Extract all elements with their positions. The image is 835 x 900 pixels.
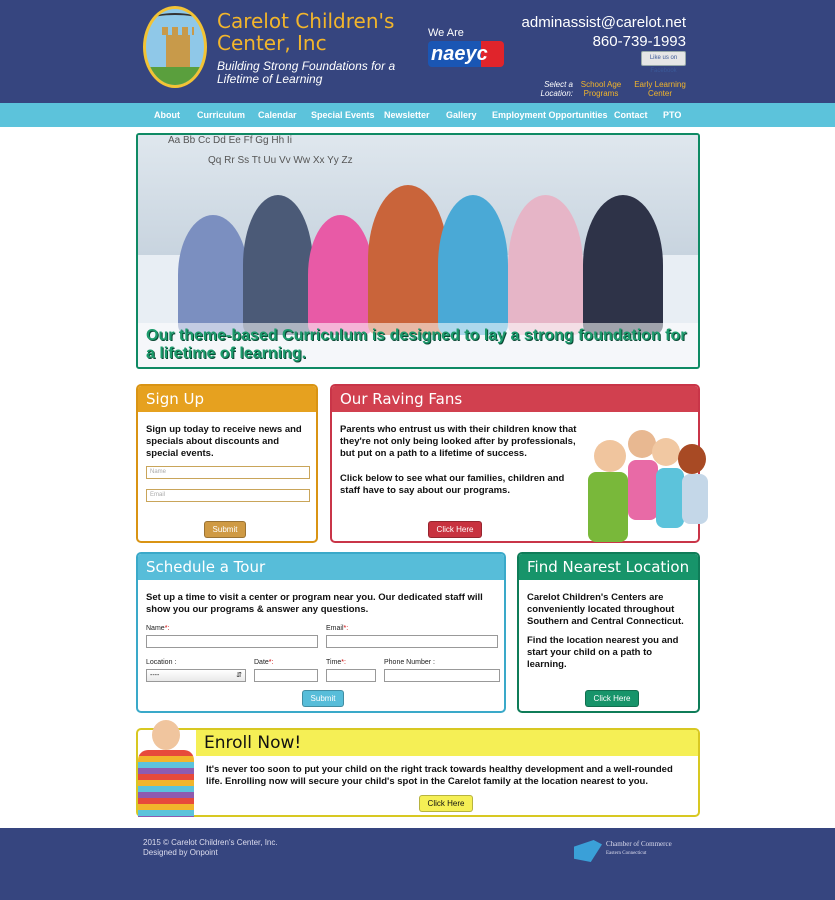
main-nav [0, 103, 835, 127]
hero-child [368, 185, 448, 335]
signup-text: Sign up today to receive news and specials about discounts and special events. [146, 424, 302, 459]
enroll-click-here-button[interactable]: Click Here [419, 795, 473, 812]
nearest-text-1: Carelot Children's Centers are conveniently located throughout Southern and Central Connecticut. [527, 592, 684, 627]
contact-phone: 860-739-1993 [592, 33, 686, 50]
tour-title: Schedule a Tour [138, 554, 504, 580]
signup-title: Sign Up [138, 386, 316, 412]
tour-location-value: ---- [150, 672, 160, 679]
footer-copyright [143, 838, 278, 858]
naeyc-badge[interactable] [428, 27, 506, 69]
child-face [652, 438, 680, 466]
chamber-logo-icon [574, 840, 602, 862]
tour-submit-button[interactable]: Submit [302, 690, 344, 707]
enroll-text: It's never too soon to put your child on the right track towards healthy development and a well-rounded life. Enrolling now will secure your child's spot in the Carelot family at the location nearest to you. [206, 764, 673, 787]
tour-name-input[interactable] [146, 635, 318, 648]
nav-item-pto[interactable]: PTO [663, 110, 682, 120]
chamber-line-2: Eastern Connecticut [606, 851, 647, 856]
copyright-text: 2015 © Carelot Children's Center, Inc. [143, 838, 278, 847]
enroll-title: Enroll Now! [196, 730, 698, 756]
hero-child [178, 215, 248, 335]
logo-ring [152, 13, 198, 25]
chamber-line-1: Chamber of Commerce [606, 840, 672, 848]
signup-submit-button[interactable]: Submit [204, 521, 246, 538]
site-header [0, 0, 835, 103]
enroll-now-box [136, 728, 700, 817]
chamber-text [606, 840, 672, 858]
child-face [594, 440, 626, 472]
child-body [682, 474, 708, 524]
chamber-of-commerce-logo[interactable] [574, 838, 694, 866]
fans-text-1: Parents who entrust us with their children know that they're not only being looked after by professionals, but put on a path to a lifetime of success. [340, 424, 577, 459]
hero-alphabet-strip: Aa Bb Cc Dd Ee Ff Gg Hh Ii [168, 135, 292, 146]
designed-by-link[interactable]: Designed by Onpoint [143, 848, 218, 857]
site-tagline: Building Strong Foundations for a Lifetime of Learning [217, 59, 396, 86]
naeyc-we-are: We Are [428, 27, 464, 39]
hero-banner [136, 133, 700, 369]
tour-name-label: Name*: [146, 625, 170, 632]
nav-item-employment[interactable]: Employment Opportunities [492, 110, 608, 120]
select-location-label: Select a Location: [540, 80, 573, 98]
logo-grass [146, 67, 204, 85]
nav-item-about[interactable]: About [154, 110, 180, 120]
tour-date-label: Date*: [254, 659, 274, 666]
tour-time-label: Time*: [326, 659, 346, 666]
contact-email-link[interactable]: adminassist@carelot.net [521, 14, 686, 31]
castle-icon [166, 35, 190, 69]
location-link-school-age[interactable]: School Age Programs [580, 80, 622, 98]
site-title[interactable]: Carelot Children's Center, Inc [217, 9, 395, 55]
signup-name-input[interactable]: Name [146, 466, 310, 479]
schedule-tour-box [136, 552, 506, 713]
hero-alphabet-strip-2: Qq Rr Ss Tt Uu Vv Ww Xx Yy Zz [208, 155, 353, 166]
nav-item-curriculum[interactable]: Curriculum [197, 110, 246, 120]
children-group-image [582, 430, 712, 543]
nav-item-newsletter[interactable]: Newsletter [384, 110, 430, 120]
child-face [152, 720, 180, 750]
nearest-title: Find Nearest Location [519, 554, 698, 580]
nearest-text-2: Find the location nearest you and start your child on a path to learning. [527, 635, 679, 670]
fans-title: Our Raving Fans [332, 386, 698, 412]
signup-email-input[interactable]: Email [146, 489, 310, 502]
tour-phone-label: Phone Number : [384, 659, 435, 666]
tour-location-select[interactable] [146, 669, 246, 682]
tour-time-input[interactable] [326, 669, 376, 682]
nav-item-gallery[interactable]: Gallery [446, 110, 477, 120]
tour-email-input[interactable] [326, 635, 498, 648]
tour-phone-input[interactable] [384, 669, 500, 682]
location-link-early-learning[interactable]: Early Learning Center [634, 80, 686, 98]
nearest-location-box [517, 552, 700, 713]
carelot-logo[interactable] [143, 6, 207, 88]
child-body [628, 460, 658, 520]
hero-child [243, 195, 313, 335]
child-body [588, 472, 628, 542]
nearest-click-here-button[interactable]: Click Here [585, 690, 639, 707]
nav-item-special-events[interactable]: Special Events [311, 110, 375, 120]
tour-text: Set up a time to visit a center or program near you. Our dedicated staff will show you our programs & answer any questions. [146, 592, 483, 615]
select-arrows-icon: ⇵ [236, 672, 242, 679]
tour-location-label: Location : [146, 659, 177, 666]
hero-child [583, 195, 663, 335]
naeyc-logo-icon: naeyc [428, 41, 504, 67]
site-footer [0, 828, 835, 900]
hero-child [308, 215, 373, 335]
hero-child [438, 195, 508, 335]
nav-item-contact[interactable]: Contact [614, 110, 648, 120]
facebook-like-button[interactable]: Like us on Facebook [641, 51, 686, 66]
child-body [138, 750, 194, 817]
nav-item-calendar[interactable]: Calendar [258, 110, 297, 120]
hero-caption: Our theme-based Curriculum is designed to lay a strong foundation for a lifetime of learning. [138, 323, 698, 369]
child-body [656, 468, 684, 528]
tour-date-input[interactable] [254, 669, 318, 682]
fans-text-2: Click below to see what our families, children and staff have to say about our programs. [340, 473, 565, 496]
signup-box [136, 384, 318, 543]
child-face [678, 444, 706, 474]
tour-email-label: Email*: [326, 625, 349, 632]
thinking-child-image [136, 720, 198, 817]
hero-child [508, 195, 583, 335]
fans-click-here-button[interactable]: Click Here [428, 521, 482, 538]
